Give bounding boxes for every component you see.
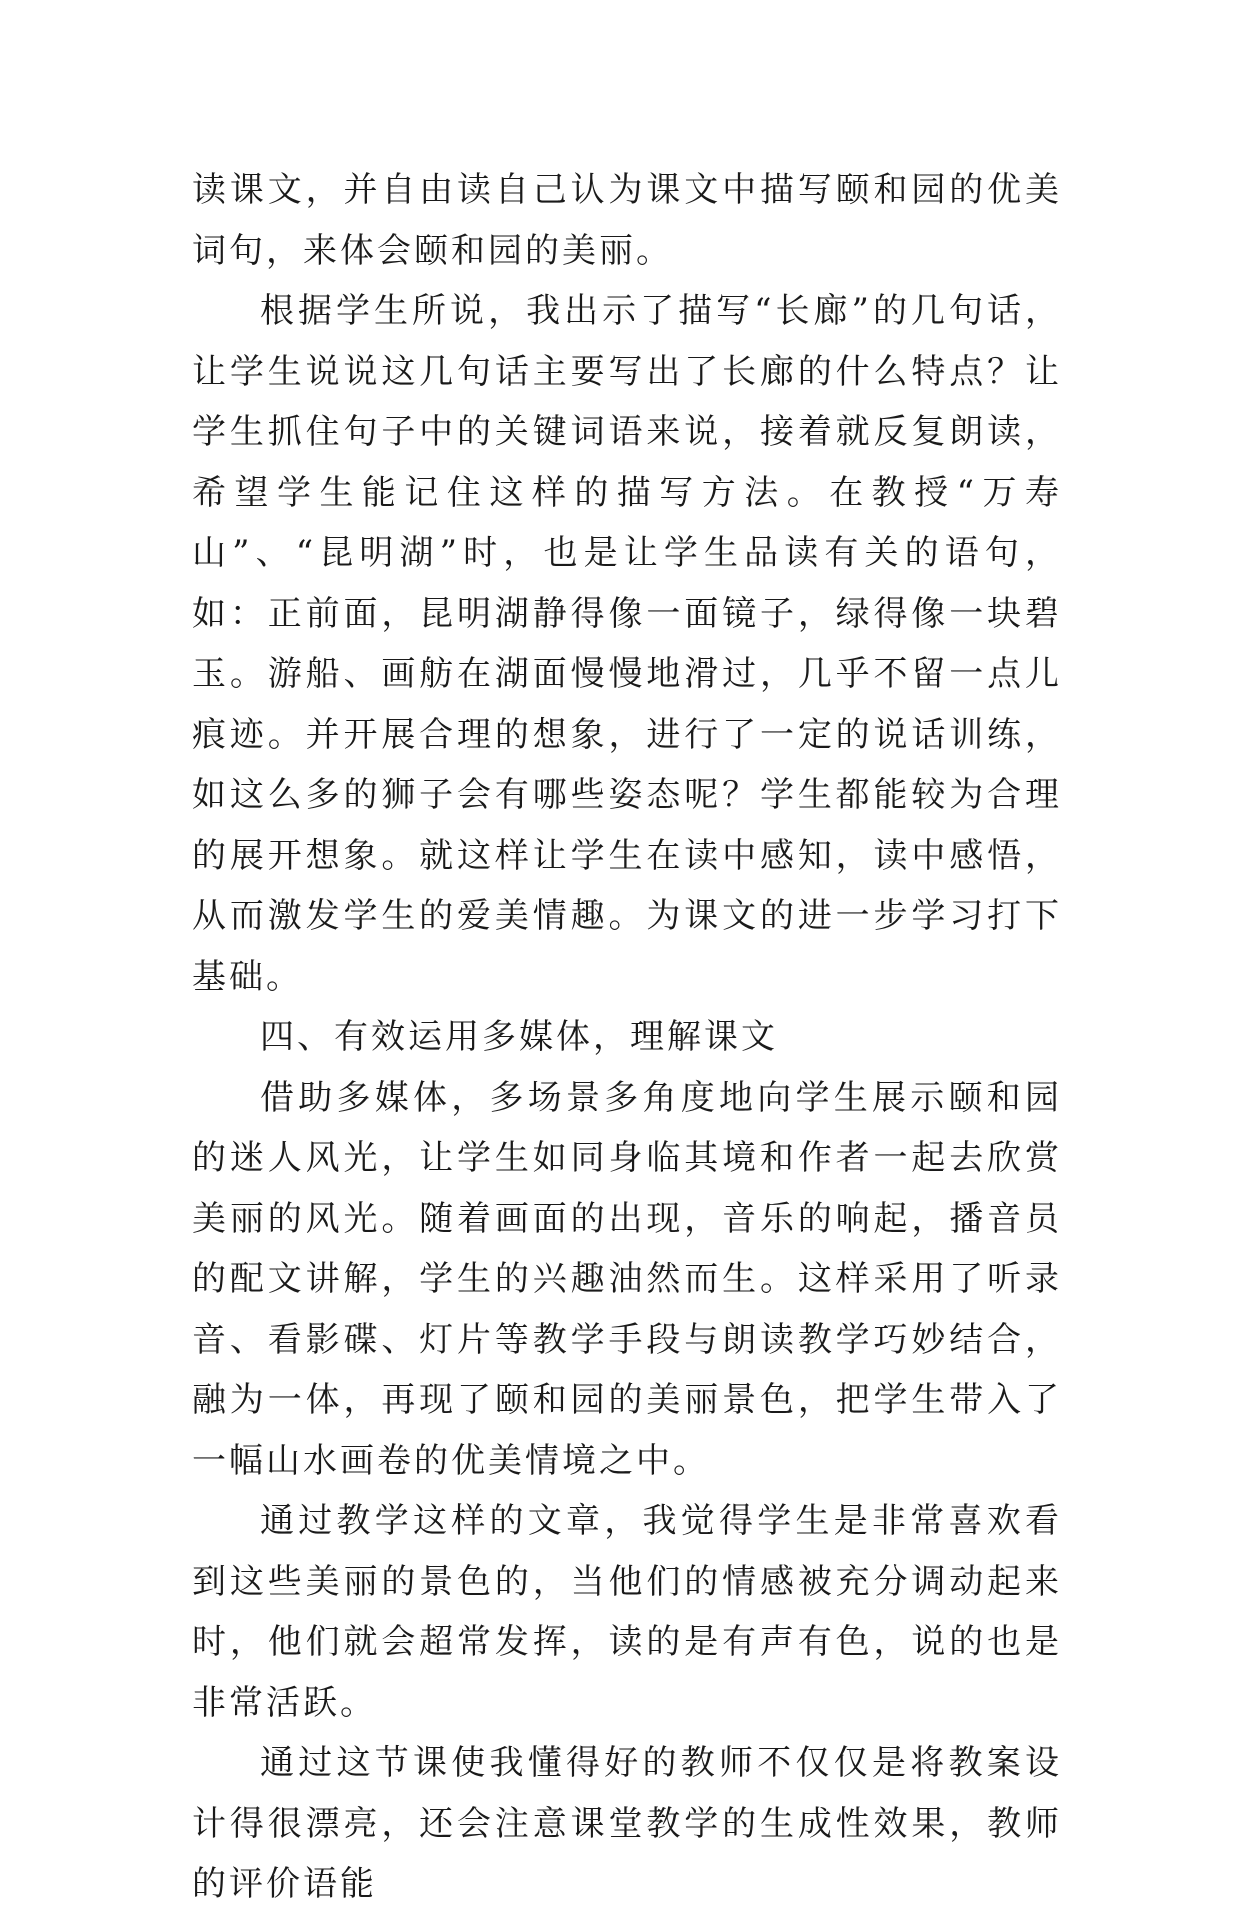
body-text (192, 160, 1062, 1915)
paragraph-changlang: 根据学生所说，我出示了描写“长廊”的几句话，让学生说说这几句话主要写出了长廊的什么特点？让学生抓住句子中的关键词语来说，接着就反复朗读，希望学生能记住这样的描写方法。在教授“万寿山”、“昆明湖”时，也是让学生品读有关的语句，如：正前面，昆明湖静得像一面镜子，绿得像一块碧玉。游船、画舫在湖面慢慢地滑过，几乎不留一点儿痕迹。并开展合理的想象，进行了一定的说话训练，如这么多的狮子会有哪些姿态呢？学生都能较为合理的展开想象。就这样让学生在读中感知，读中感悟，从而激发学生的爱美情趣。为课文的进一步学习打下基础。 (192, 291, 1062, 997)
paragraph-multimedia: 借助多媒体，多场景多角度地向学生展示颐和园的迷人风光，让学生如同身临其境和作者一起去欣赏美丽的风光。随着画面的出现，音乐的响起，播音员的配文讲解，学生的兴趣油然而生。这样采用了听录音、看影碟、灯片等教学手段与朗读教学巧妙结合，融为一体，再现了颐和园的美丽景色，把学生带入了一幅山水画卷的优美情境之中。 (192, 1077, 1062, 1481)
paragraph-continuation: 读课文，并自由读自己认为课文中描写颐和园的优美词句，来体会颐和园的美丽。 (192, 170, 1062, 271)
paragraph-conclusion: 通过这节课使我懂得好的教师不仅仅是将教案设计得很漂亮，还会注意课堂教学的生成性效果，教师的评价语能 (192, 1743, 1062, 1904)
paragraph-reflection: 通过教学这样的文章，我觉得学生是非常喜欢看到这些美丽的景色的，当他们的情感被充分调动起来时，他们就会超常发挥，读的是有声有色，说的也是非常活跃。 (192, 1501, 1062, 1723)
section-heading-multimedia: 四、有效运用多媒体，理解课文 (260, 1017, 778, 1057)
